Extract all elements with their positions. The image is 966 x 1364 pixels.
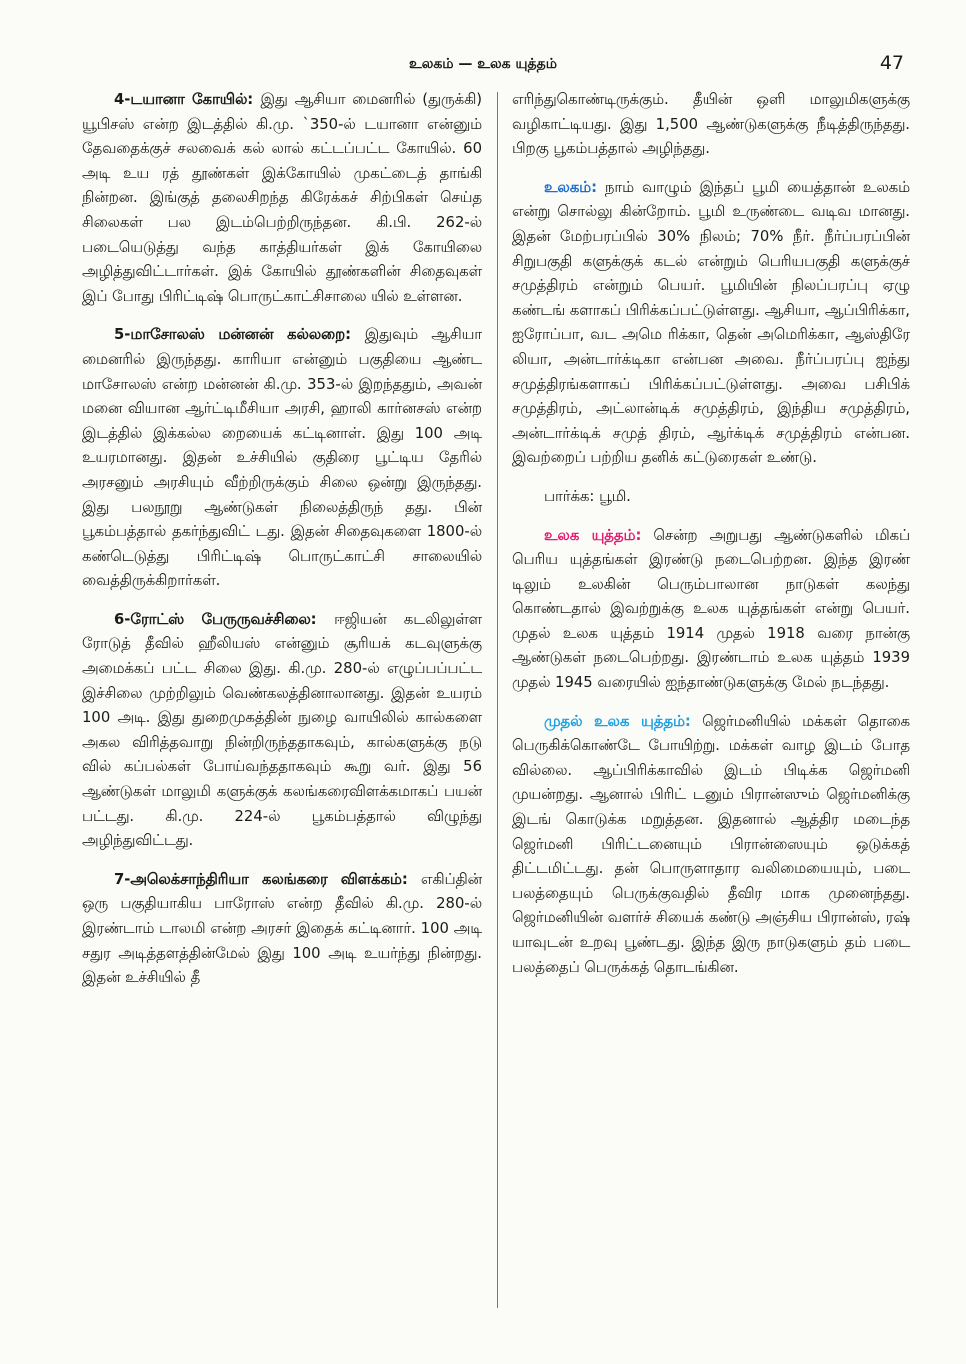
- running-header: [0, 52, 966, 82]
- left-column: [82, 88, 482, 1005]
- continuation-paragraph: எரிந்துகொண்டிருக்கும். தீயின் ஒளி மாலுமிகளுக்கு வழிகாட்டியது. இது 1,500 ஆண்டுகளுக்கு நீடித்திருந்தது. பிறகு பூகம்பத்தால் அழிந்தது.: [512, 91, 910, 158]
- entry-body: இதுவும் ஆசியா மைனரில் இருந்தது. காரியா என்னும் பகுதியை ஆண்ட மாசோலஸ் என்ற மன்னன் கி.மு. 353-ல் இறந்ததும், அவன் மனை வியான ஆர்ட்டிமீசியா அரசி, ஹாலி கார்னசஸ் என்ற இடத்தில் இக்கல்ல றையைக் கட்டினாள். இது 100 அடி உயரமானது. இதன் உச்சியில் குதிரை பூட்டிய தேரில் அரசனும் அரசியும் வீற்றிருக்கும் சிலை ஒன்று இருந்தது. இது பலநூறு ஆண்டுகள் நிலைத்திருந் தது. பின் பூகம்பத்தால் தகர்ந்துவிட் டது. இதன் சிதைவுகளை 1800-ல் கண்டெடுத்து பிரிட்டிஷ் பொருட்காட்சி சாலையில் வைத்திருக்கிறார்கள்.: [82, 326, 482, 590]
- entry-term-mudhal-ulaga-yuddham: முதல் உலக யுத்தம்:: [544, 712, 691, 730]
- entry-term-ulagam: உலகம்:: [544, 178, 597, 196]
- column-divider: [497, 92, 498, 1308]
- entry-body: நாம் வாழும் இந்தப் பூமி யைத்தான் உலகம் என்று சொல்லு கின்றோம். பூமி உருண்டை வடிவ மானது. இதன் மேற்பரப்பில் 30% நிலம்; 70% நீர். நீர்ப்பரப்பின் சிறுபகுதி களுக்குக் கடல் என்றும் பெரியபகுதி களுக்குச் சமுத்திரம் என்றும் பெயர். பூமியின் நிலப்பரப்பு ஏழு கண்டங் களாகப் பிரிக்கப்பட்டுள்ளது. ஆசியா, ஆப்பிரிக்கா, ஐரோப்பா, வட அமெ ரிக்கா, தென் அமெரிக்கா, ஆஸ்திரே லியா, அன்டார்க்டிகா என்பன அவை. நீர்ப்பரப்பு ஐந்து சமுத்திரங்களாகப் பிரிக்கப்பட்டுள்ளது. அவை பசிபிக் சமுத்திரம், அட்லான்டிக் சமுத்திரம், இந்திய சமுத்திரம், அன்டார்க்டிக் சமுத் திரம், ஆர்க்டிக் சமுத்திரம் என்பன. இவற்றைப் பற்றிய தனிக் கட்டுரைகள் உண்டு.: [512, 178, 910, 467]
- entry-ulagam: [512, 176, 910, 471]
- entry-diana-temple: [82, 88, 482, 309]
- header-title: உலகம் — உலக யுத்தம்: [409, 56, 557, 72]
- entry-term-ulaga-yuddham: உலக யுத்தம்:: [544, 526, 642, 544]
- page-number: 47: [879, 52, 904, 74]
- entry-heading: 4-டயானா கோயில்:: [114, 91, 261, 108]
- entry-ulaga-yuddham: [512, 524, 910, 696]
- right-column: [512, 88, 910, 994]
- entry-body: எகிப்தின் ஒரு பகுதியாகிய பாரோஸ் என்ற தீவில் கி.மு. 280-ல் இரண்டாம் டாலமி என்ற அரசர் இதைக் கட்டினார். 100 அடி சதுர அடித்தளத்தின்மேல் இது 100 அடி உயர்ந்து நின்றது. இதன் உச்சியில் தீ: [82, 870, 482, 987]
- see-also: பார்க்க: பூமி.: [544, 487, 631, 505]
- entry-body: ஜெர்மனியில் மக்கள் தொகை பெருகிக்கொண்டே போயிற்று. மக்கள் வாழ இடம் போத வில்லை. ஆப்பிரிக்காவில் இடம் பிடிக்க ஜெர்மனி முயன்றது. ஆனால் பிரிட் டனும் பிரான்ஸும் ஜெர்மனிக்கு இடங் கொடுக்க மறுத்தன. இதனால் ஆத்திர மடைந்த ஜெர்மனி பிரிட்டனையும் பிரான்ஸையும் ஒடுக்கத் திட்டமிட்டது. தன் பொருளாதார வலிமையையும், படை பலத்தையும் பெருக்குவதில் தீவிர மாக முனைந்தது. ஜெர்மனியின் வளர்ச் சியைக் கண்டு அஞ்சிய பிரான்ஸ், ரஷ் யாவுடன் உறவு பூண்டது. இந்த இரு நாடுகளும் தம் படை பலத்தைப் பெருக்கத் தொடங்கின.: [512, 712, 910, 976]
- entry-heading: 5-மாசோலஸ் மன்னன் கல்லறை:: [114, 326, 365, 344]
- entry-colossus-rhodes: [82, 608, 482, 854]
- entry-heading: 7-அலெக்சாந்திரியா கலங்கரை விளக்கம்:: [114, 870, 421, 888]
- entry-heading: 6-ரோட்ஸ் பேருருவச்சிலை:: [114, 610, 335, 628]
- entry-body: ஈஜியன் கடலிலுள்ள ரோடுத் தீவில் ஹீலியஸ் என்னும் சூரியக் கடவுளுக்கு அமைக்கப் பட்ட சிலை இது. கி.மு. 280-ல் எழுப்பப்பட்ட இச்சிலை முற்றிலும் வெண்கலத்தினாலானது. இதன் உயரம் 100 அடி. இது துறைமுகத்தின் நுழை வாயிலில் கால்களை அகல விரித்தவாறு நின்றிருந்ததாகவும், கால்களுக்கு நடு வில் கப்பல்கள் போய்வந்ததாகவும் கூறு வர். இது 56 ஆண்டுகள் மாலுமி களுக்குக் கலங்கரைவிளக்கமாகப் பயன் பட்டது. கி.மு. 224-ல் பூகம்பத்தால் விழுந்து அழிந்துவிட்டது.: [82, 610, 482, 850]
- entry-lighthouse-alexandria: [82, 868, 482, 991]
- entry-mudhal-ulaga-yuddham: [512, 710, 910, 981]
- entry-mausoleum: [82, 323, 482, 594]
- entry-body: இது ஆசியா மைனரில் (துருக்கி) யூபிசஸ் என்ற இடத்தில் கி.மு. `350-ல் டயானா என்னும் தேவதைக்குச் சலவைக் கல் லால் கட்டப்பட்ட கோயில். 60 அடி உய ரத் தூண்கள் இக்கோயில் முகட்டைத் தாங்கி நின்றன. இங்குத் தலைசிறந்த கிரேக்கச் சிற்பிகள் செய்த சிலைகள் பல இடம்பெற்றிருந்தன. கி.பி. 262-ல் படையெடுத்து வந்த காத்தியர்கள் இக் கோயிலை அழித்துவிட்டார்கள். இக் கோயில் தூண்களின் சிதைவுகள் இப் போது பிரிட்டிஷ் பொருட்காட்சிசாலை யில் உள்ளன.: [82, 91, 482, 305]
- entry-body: சென்ற அறுபது ஆண்டுகளில் மிகப் பெரிய யுத்தங்கள் இரண்டு நடைபெற்றன. இந்த இரண் டிலும் உலகின் பெரும்பாலான நாடுகள் கலந்து கொண்டதால் இவற்றுக்கு உலக யுத்தங்கள் என்று பெயர். முதல் உலக யுத்தம் 1914 முதல் 1918 வரை நான்கு ஆண்டுகள் நடைபெற்றது. இரண்டாம் உலக யுத்தம் 1939 முதல் 1945 வரையில் ஐந்தாண்டுகளுக்கு மேல் நடந்தது.: [512, 526, 910, 692]
